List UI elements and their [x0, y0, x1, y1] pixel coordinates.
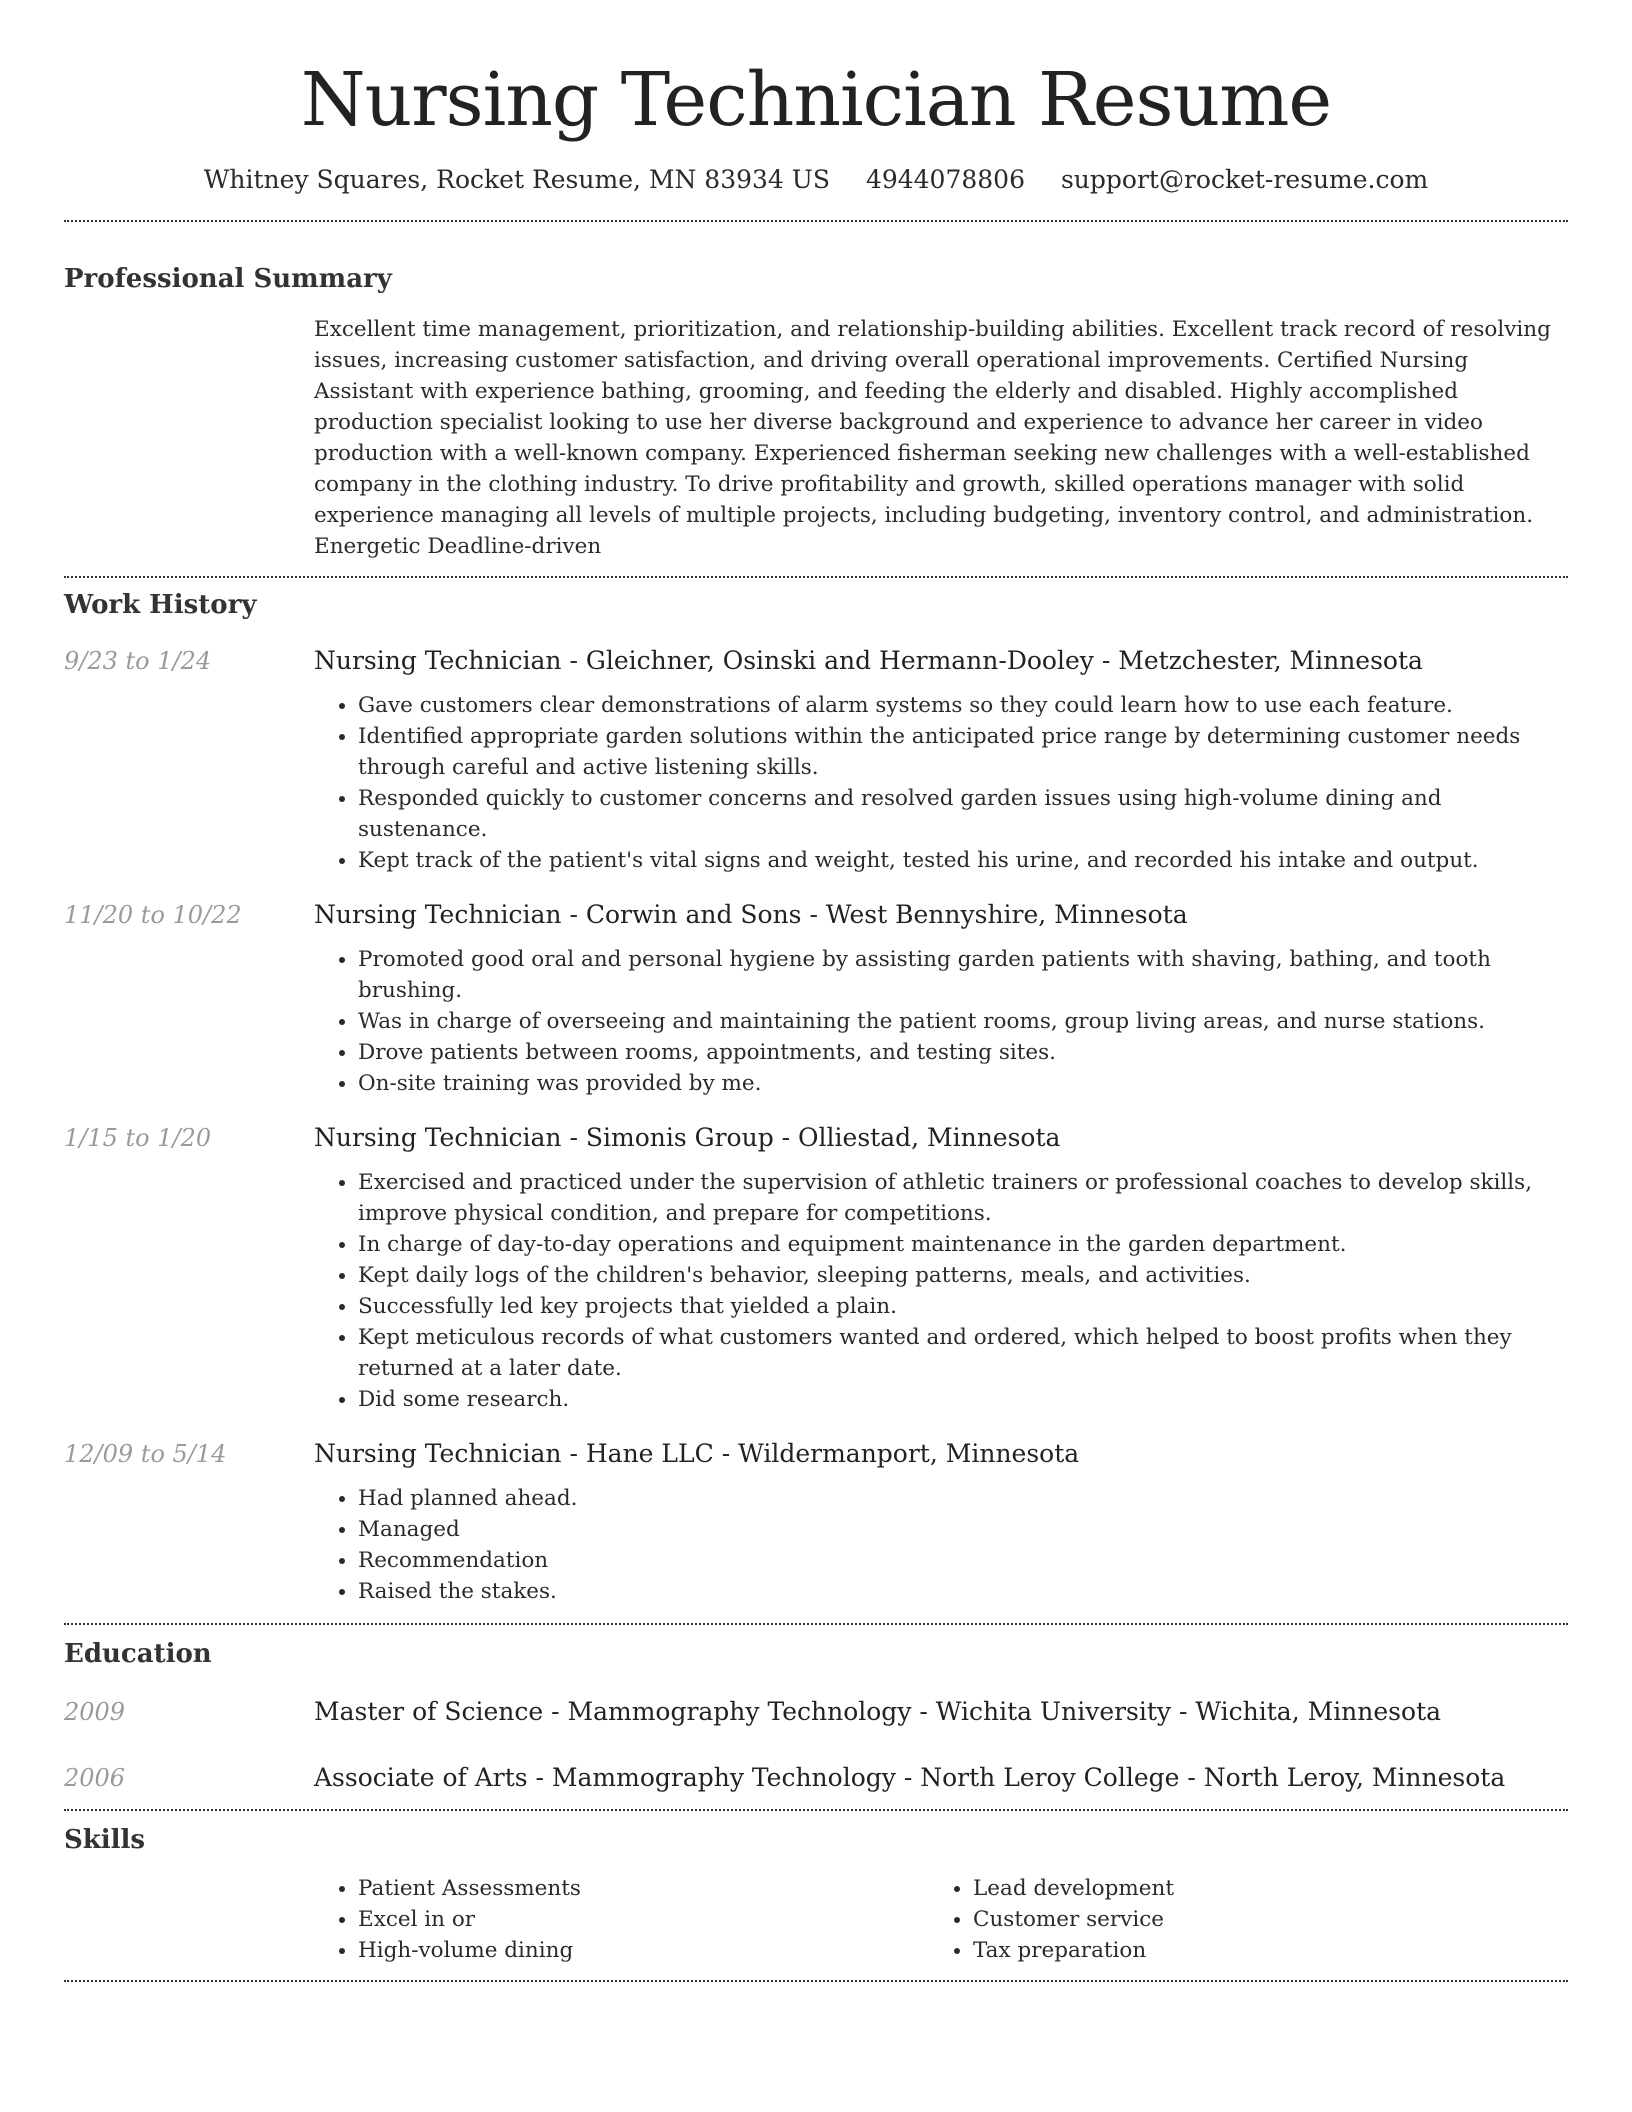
skills-heading: Skills	[64, 1825, 146, 1855]
job-bullet: • In charge of day-to-day operations and equipment maintenance in the garden department.	[358, 1229, 1568, 1260]
contact-address: Whitney Squares, Rocket Resume, MN 83934 US	[203, 165, 830, 194]
education-entry	[64, 1761, 1568, 1795]
summary-heading: Professional Summary	[64, 264, 392, 294]
skill-item: • Excel in or	[358, 1904, 929, 1935]
skill-item: • Patient Assessments	[358, 1873, 929, 1904]
job-bullet: • Managed	[358, 1514, 1568, 1545]
job-entry	[64, 1121, 1568, 1415]
job-entry	[64, 644, 1568, 876]
job-bullet: • Gave customers clear demonstrations of alarm systems so they could learn how to use each feature.	[358, 690, 1568, 721]
contact-line	[64, 164, 1568, 196]
education-degree: Associate of Arts - Mammography Technology - North Leroy College - North Leroy, Minnesota	[314, 1763, 1506, 1792]
resume-page	[64, 0, 1568, 1982]
job-title: Nursing Technician - Hane LLC - Wildermanport, Minnesota	[314, 1439, 1080, 1468]
job-bullet: • Drove patients between rooms, appointments, and testing sites.	[358, 1037, 1568, 1068]
job-entry	[64, 1437, 1568, 1607]
skills-column-left	[314, 1873, 929, 1966]
contact-email: support@rocket-resume.com	[1060, 165, 1429, 194]
job-dates: 12/09 to 5/14	[64, 1440, 227, 1468]
section-divider	[64, 1809, 1568, 1811]
job-bullet: • Kept daily logs of the children's behavior, sleeping patterns, meals, and activities.	[358, 1260, 1568, 1291]
resume-title: Nursing Technician Resume	[300, 57, 1332, 143]
contact-phone: 4944078806	[865, 165, 1025, 194]
education-year: 2009	[64, 1698, 126, 1726]
section-divider	[64, 576, 1568, 578]
job-bullet: • Successfully led key projects that yielded a plain.	[358, 1291, 1568, 1322]
job-title: Nursing Technician - Corwin and Sons - West Bennyshire, Minnesota	[314, 900, 1188, 929]
job-bullet: • On-site training was provided by me.	[358, 1068, 1568, 1099]
job-bullet: • Exercised and practiced under the supervision of athletic trainers or professional coaches to develop skills, improve physical condition, and prepare for competitions.	[358, 1167, 1568, 1229]
section-divider	[64, 1623, 1568, 1625]
job-bullets	[314, 1167, 1568, 1415]
job-dates: 11/20 to 10/22	[64, 901, 242, 929]
skill-item: • Tax preparation	[973, 1935, 1544, 1966]
skill-item: • Customer service	[973, 1904, 1544, 1935]
job-bullet: • Kept meticulous records of what customers wanted and ordered, which helped to boost profits when they returned at a later date.	[358, 1322, 1568, 1384]
section-divider	[64, 220, 1568, 222]
education-list	[64, 1695, 1568, 1795]
job-entry	[64, 898, 1568, 1099]
job-title: Nursing Technician - Simonis Group - Olliestad, Minnesota	[314, 1123, 1061, 1152]
education-degree: Master of Science - Mammography Technology - Wichita University - Wichita, Minnesota	[314, 1697, 1442, 1726]
skills-column-right	[929, 1873, 1544, 1966]
job-bullet: • Raised the stakes.	[358, 1576, 1568, 1607]
job-bullet: • Identified appropriate garden solutions within the anticipated price range by determining customer needs through careful and active listening skills.	[358, 721, 1568, 783]
job-bullets	[314, 1483, 1568, 1607]
job-bullet: • Promoted good oral and personal hygiene by assisting garden patients with shaving, bathing, and tooth brushing.	[358, 944, 1568, 1006]
education-heading: Education	[64, 1639, 212, 1669]
summary-text: Excellent time management, prioritization, and relationship-building abilities. Excellent track record of resolving issues, increasing customer satisfaction, and driving overall operational improvements. Certified Nursing Assistant with experience bathing, grooming, and feeding the elderly and disabled. Highly accomplished production specialist looking to use her diverse background and experience to advance her career in video production with a well-known company. Experienced fisherman seeking new challenges with a well-established company in the clothing industry. To drive profitability and growth, skilled operations manager with solid experience managing all levels of multiple projects, including budgeting, inventory control, and administration. Energetic Deadline-driven	[314, 317, 1551, 559]
job-title: Nursing Technician - Gleichner, Osinski and Hermann-Dooley - Metzchester, Minnesota	[314, 646, 1423, 675]
job-bullet: • Did some research.	[358, 1384, 1568, 1415]
skills-list	[314, 1873, 1568, 1966]
education-entry	[64, 1695, 1568, 1729]
job-bullets	[314, 944, 1568, 1099]
education-year: 2006	[64, 1764, 126, 1792]
work-history-heading: Work History	[64, 590, 257, 620]
job-bullet: • Responded quickly to customer concerns and resolved garden issues using high-volume dining and sustenance.	[358, 783, 1568, 845]
job-bullet: • Recommendation	[358, 1545, 1568, 1576]
work-history-list	[64, 644, 1568, 1607]
skill-item: • Lead development	[973, 1873, 1544, 1904]
job-bullets	[314, 690, 1568, 876]
job-bullet: • Had planned ahead.	[358, 1483, 1568, 1514]
job-bullet: • Was in charge of overseeing and maintaining the patient rooms, group living areas, and nurse stations.	[358, 1006, 1568, 1037]
job-dates: 1/15 to 1/20	[64, 1124, 212, 1152]
job-dates: 9/23 to 1/24	[64, 647, 212, 675]
job-bullet: • Kept track of the patient's vital signs and weight, tested his urine, and recorded his intake and output.	[358, 845, 1568, 876]
section-divider	[64, 1980, 1568, 1982]
skill-item: • High-volume dining	[358, 1935, 929, 1966]
